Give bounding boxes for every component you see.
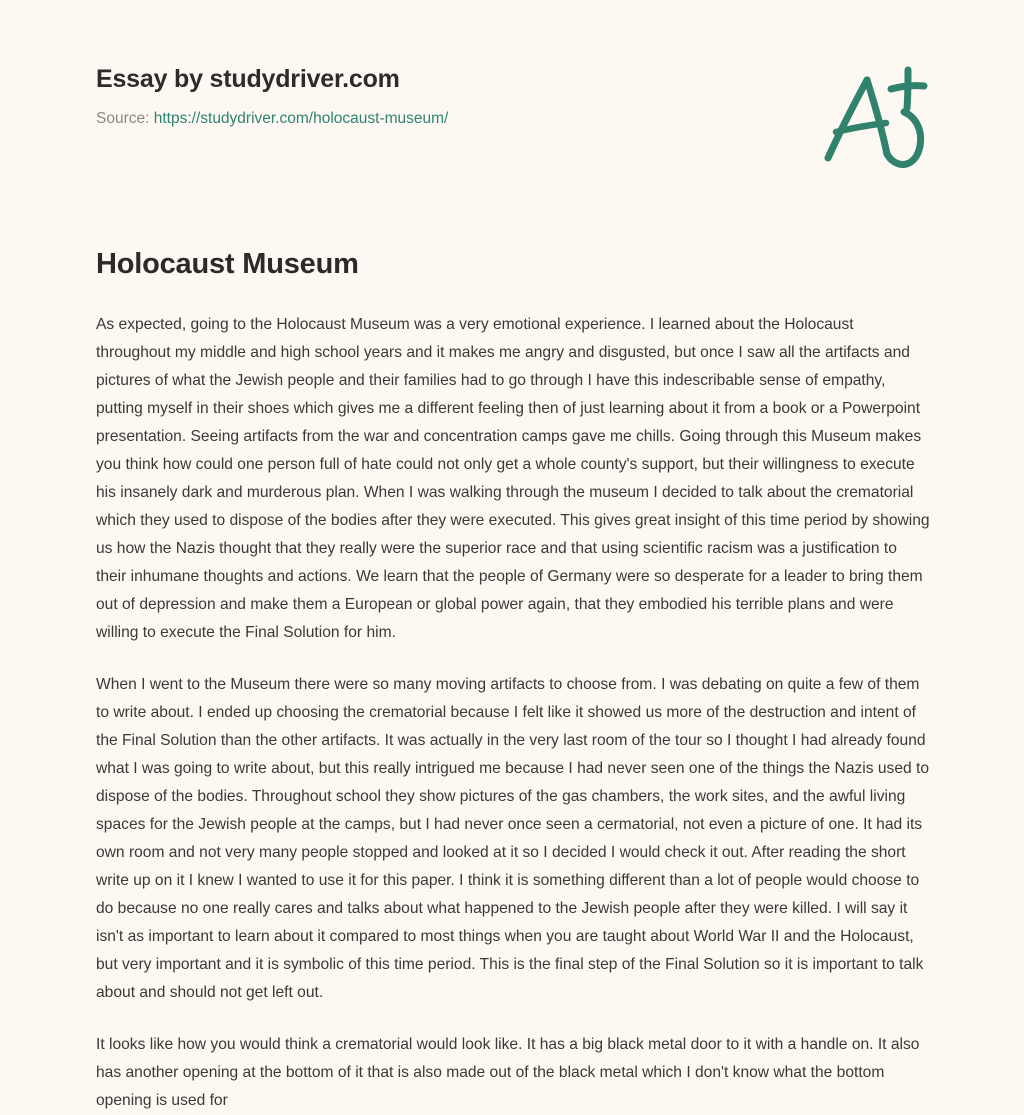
source-label: Source: bbox=[96, 110, 150, 127]
brand-block bbox=[96, 62, 716, 130]
page-header bbox=[0, 0, 1024, 200]
a-plus-logo-icon[interactable] bbox=[812, 62, 932, 172]
brand-title: Essay by studydriver.com bbox=[96, 65, 400, 93]
paragraph-3: It looks like how you would think a crematorial would look like. It has a big black metal door to it with a handle on. It also has another opening at the bottom of it that is also made out of the black metal which I don't know what the bottom opening is used for bbox=[96, 1036, 920, 1109]
paragraph-1: As expected, going to the Holocaust Museum was a very emotional experience. I learned about the Holocaust throughout my middle and high school years and it makes me angry and disgusted, but once I saw all the artifacts and pictures of what the Jewish people and their families had to go through I have this indescribable sense of empathy, putting myself in their shoes which gives me a different feeling then of just learning about it from a book or a Powerpoint presentation. Seeing artifacts from the war and concentration camps gave me chills. Going through this Museum makes you think how could one person full of hate could not only get a whole county's support, but their willingness to execute his insanely dark and murderous plan. When I was walking through the museum I decided to talk about the crematorial which they used to dispose of the bodies after they were executed. This gives great insight of this time period by showing us how the Nazis thought that they really were the superior race and that using scientific racism was a justification to their inhumane thoughts and actions. We learn that the people of Germany were so desperate for a leader to bring them out of depression and make them a European or global power again, that they embodied his terrible plans and were willing to execute the Final Solution for him. bbox=[96, 316, 930, 641]
source-line bbox=[96, 108, 716, 130]
page-title: Holocaust Museum bbox=[96, 248, 359, 280]
a-plus-logo-svg bbox=[812, 62, 932, 172]
article-body bbox=[96, 311, 930, 1115]
source-url-link[interactable]: https://studydriver.com/holocaust-museum/ bbox=[153, 110, 449, 127]
article bbox=[96, 244, 930, 1115]
paragraph-2: When I went to the Museum there were so many moving artifacts to choose from. I was debating on quite a few of them to write about. I ended up choosing the crematorial because I felt like it showed us more of the destruction and intent of the Final Solution than the other artifacts. It was actually in the very last room of the tour so I thought I had already found what I was going to write about, but this really intrigued me because I had never seen one of the things the Nazis used to dispose of the bodies. Throughout school they show pictures of the gas chambers, the work sites, and the awful living spaces for the Jewish people at the camps, but I had never once seen a cermatorial, not even a picture of one. It had its own room and not very many people stopped and looked at it so I decided I would check it out. After reading the short write up on it I knew I wanted to use it for this paper. I think it is something different than a lot of people would choose to do because no one really cares and talks about what happened to the Jewish people after they were killed. I will say it isn't as important to learn about it compared to most things when you are taught about World War II and the Holocaust, but very important and it is symbolic of this time period. This is the final step of the Final Solution so it is important to talk about and should not get left out. bbox=[96, 676, 930, 1001]
